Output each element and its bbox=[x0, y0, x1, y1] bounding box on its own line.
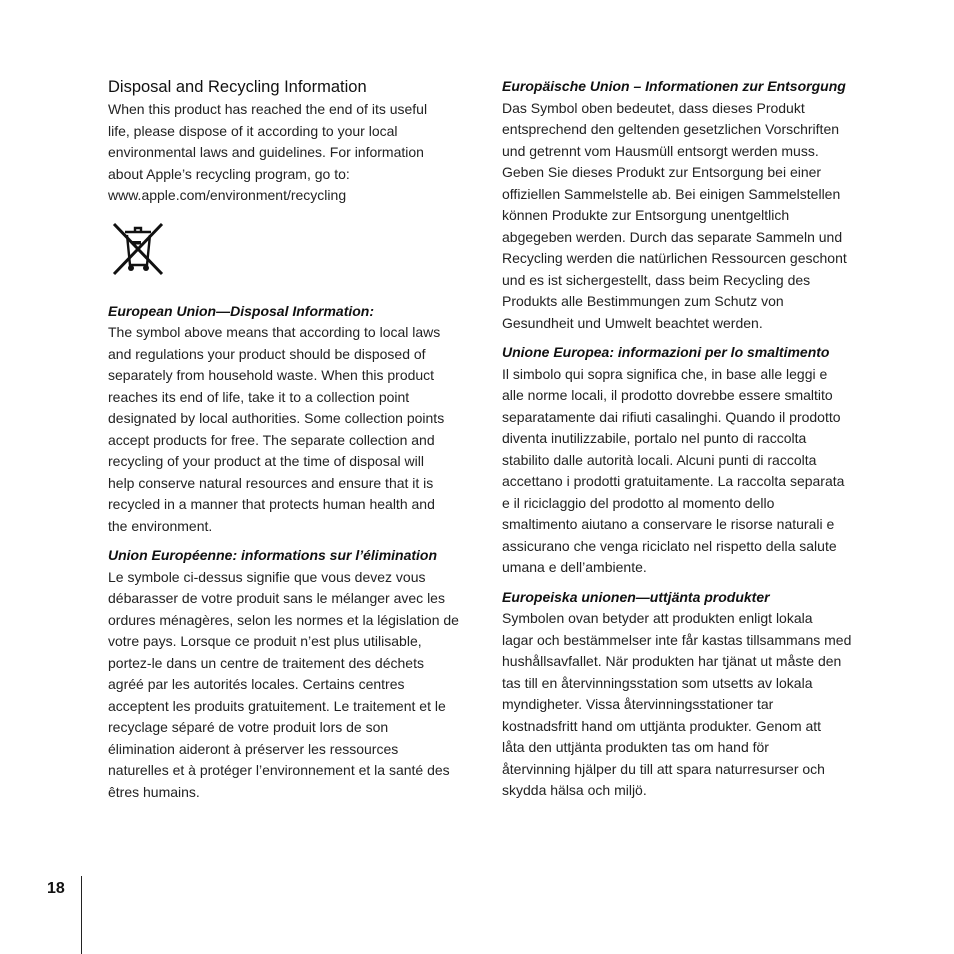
eu-german-section bbox=[502, 76, 882, 334]
left-column bbox=[108, 76, 480, 811]
eu-english-text: The symbol above means that according to local laws and regulations your product should be disposed of separately from household waste. When this product reaches its end of life, take it to a collection point designated by local authorities. Some collection points accept products for free. The separate collection and recycling of your product at the time of disposal will help conserve natural resources and ensure that it is recycled in a manner that protects human health and the environment. bbox=[108, 324, 445, 534]
eu-french-section bbox=[108, 545, 480, 803]
section-title: Disposal and Recycling Information bbox=[108, 78, 367, 96]
page-number: 18 bbox=[47, 880, 65, 897]
eu-french-text: Le symbole ci-dessus signifie que vous devez vous débarasser de votre produit sans le mélanger avec les ordures ménagères, selon les normes et la législation de votre pays. Lorsque ce produit n’est plus utilisable, portez-le dans un centre de traitement des déchets agréé par les autorités locales. Certains centres acceptent les produits gratuitement. Le traitement et le recyclage séparé de votre produit lors de son élimination aideront à préserver les ressources naturelles et à protéger l’environnement et la santé des êtres humains. bbox=[108, 568, 459, 800]
eu-italian-section bbox=[502, 342, 882, 579]
right-column bbox=[502, 76, 882, 810]
eu-italian-text: Il simbolo qui sopra significa che, in base alle leggi e alle norme locali, il prodotto dovrebbe essere smaltito separatamente dai rifiuti casalinghi. Quando il prodotto diventa inutilizzabile, portalo nel punto di raccolta stabilito dalle autorità locali. Alcuni punti di raccolta accettano i prodotti gratuitamente. La raccolta separata e il riciclaggio del prodotto al momento dello smaltimento aiutano a conservare le risorse naturali e assicurano che venga riciclato nel rispetto della salute umana e dell’ambiente. bbox=[502, 365, 845, 575]
eu-swedish-section bbox=[502, 587, 882, 802]
eu-german-heading: Europäische Union – Informationen zur Entsorgung bbox=[502, 78, 846, 94]
eu-german-text: Das Symbol oben bedeutet, dass dieses Produkt entsprechend den geltenden gesetzlichen Vorschriften und getrennt vom Hausmüll entsorgt werden muss. Geben Sie dieses Produkt zur Entsorgung bei einer offiziellen Sammelstelle ab. Bei einigen Sammelstellen können Produkte zur Entsorgung unentgeltlich abgegeben werden. Durch das separate Sammeln und Recycling werden die natürlichen Ressourcen geschont und es ist sichergestellt, dass beim Recycling des Produkts alle Bestimmungen zum Schutz von Gesundheit und Umwelt beachtet werden. bbox=[502, 99, 847, 331]
eu-french-heading: Union Européenne: informations sur l’élimination bbox=[108, 547, 438, 563]
page-divider bbox=[81, 876, 82, 954]
eu-english-section bbox=[108, 301, 480, 538]
intro-text: When this product has reached the end of its useful life, please dispose of it according to your local environmental laws and guidelines. For information about Apple’s recycling program, go to: www.apple.com/environment/recycling bbox=[108, 101, 428, 203]
crossed-out-wheeled-bin-icon bbox=[110, 221, 166, 277]
eu-english-heading: European Union—Disposal Information: bbox=[108, 302, 375, 319]
disposal-section bbox=[108, 76, 480, 207]
eu-swedish-heading: Europeiska unionen—uttjänta produkter bbox=[502, 588, 770, 605]
eu-swedish-text: Symbolen ovan betyder att produkten enligt lokala lagar och bestämmelser inte får kastas tillsammans med hushållsavfallet. När produkten har tjänat ut måste den tas till en återvinningsstation som utsetts av lokala myndigheter. Vissa återvinningsstationer tar kostnadsfritt hand om uttjänta produkter. Genom att låta den uttjänta produkten tas om hand för återvinning hjälper du till att spara naturresurser och skydda hälsa och miljö. bbox=[502, 610, 852, 798]
eu-italian-heading: Unione Europea: informazioni per lo smaltimento bbox=[502, 344, 830, 360]
